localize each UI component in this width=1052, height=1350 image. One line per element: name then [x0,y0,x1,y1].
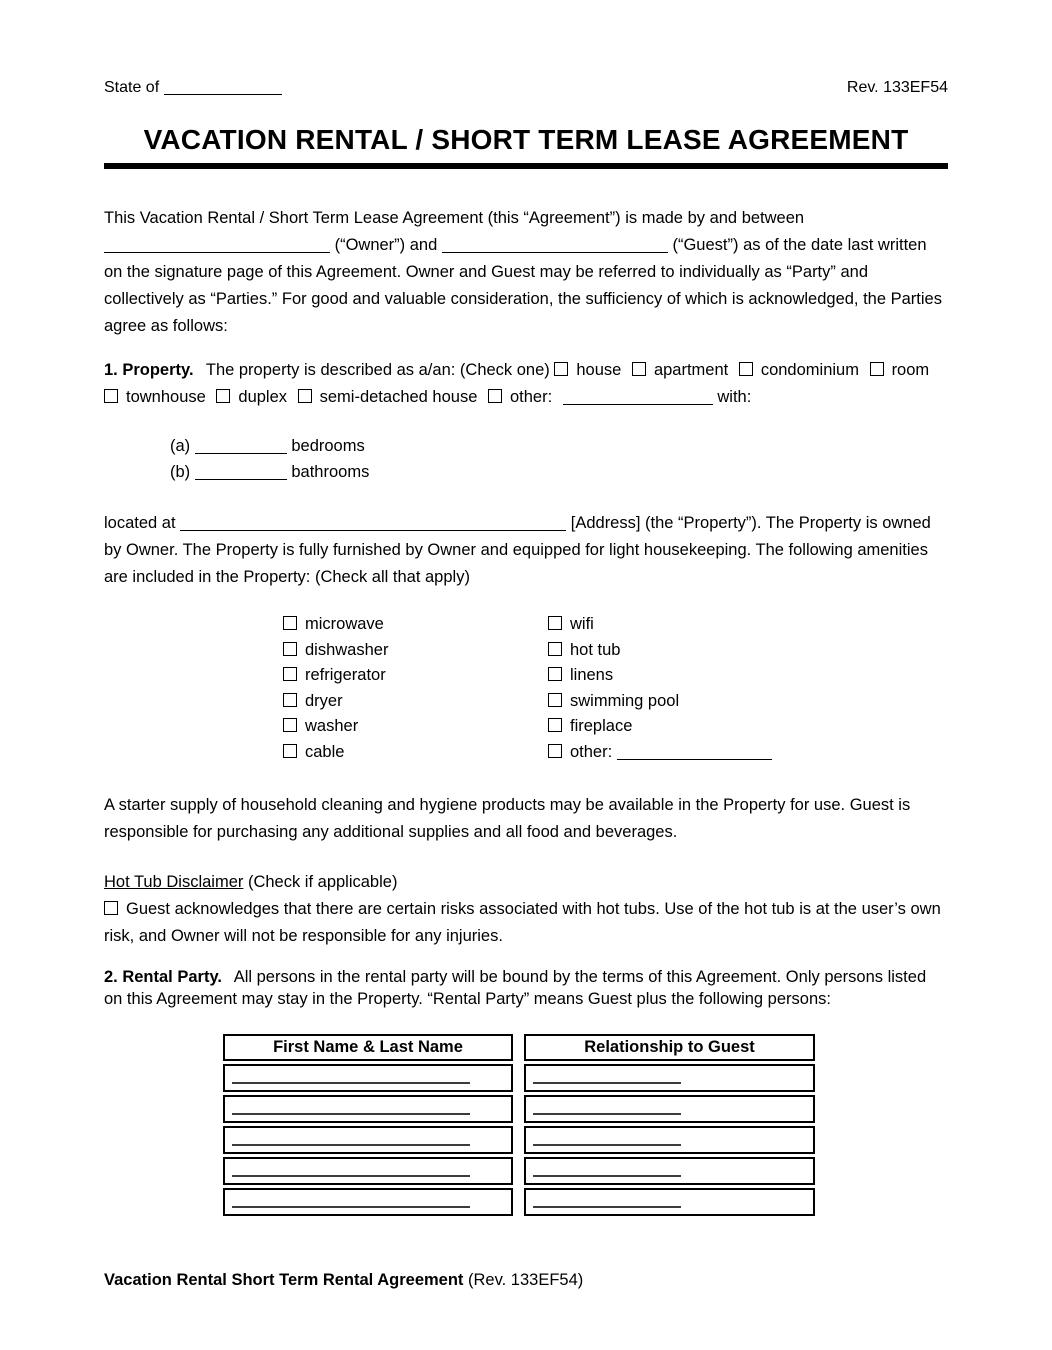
bedrooms-item-label: (a) [170,437,191,455]
name-cell[interactable] [223,1095,513,1123]
bedrooms-line [170,433,948,459]
name-cell[interactable] [223,1188,513,1216]
checkbox-fireplace[interactable] [548,718,562,732]
amenity-dishwasher-label: dishwasher [305,640,389,659]
table-row [223,1157,513,1185]
guest-name-field[interactable] [442,252,668,253]
relationship-cell[interactable] [524,1095,815,1123]
bathrooms-count-field[interactable] [195,479,287,480]
table-row [524,1095,815,1123]
relationship-blank-field[interactable] [533,1161,681,1177]
checkbox-dryer[interactable] [283,693,297,707]
table-row [223,1188,513,1216]
state-blank-field[interactable] [164,94,282,95]
name-cell[interactable] [223,1064,513,1092]
hot-tub-heading-line [104,869,948,896]
bathrooms-item-label: (b) [170,463,191,481]
relationship-table [521,1031,818,1219]
intro-text-1: This Vacation Rental / Short Term Lease Agreement (this “Agreement”) is made by and between [104,209,805,227]
hot-tub-heading-suffix: (Check if applicable) [243,873,398,891]
address-field[interactable] [180,530,566,531]
rental-party-tables [220,1031,948,1219]
amenity-row [283,740,548,766]
bedrooms-count-field[interactable] [195,453,287,454]
amenity-refrigerator-label: refrigerator [305,666,386,684]
table-row [223,1064,513,1092]
relationship-cell[interactable] [524,1064,815,1092]
intro-text-2: (“Owner”) and [334,236,438,254]
footer-line [104,1271,948,1290]
hot-tub-heading: Hot Tub Disclaimer [104,873,244,891]
table-row [524,1157,815,1185]
name-cell[interactable] [223,1157,513,1185]
option-apartment-label: apartment [653,361,729,379]
amenity-other-label: other: [570,742,613,761]
option-room-label: room [891,361,930,379]
footer-rev: (Rev. 133EF54) [463,1271,584,1289]
name-blank-field[interactable] [232,1130,470,1146]
other-amenity-field[interactable] [617,759,772,760]
amenity-swimming-pool-label: swimming pool [570,691,680,710]
intro-paragraph [104,205,948,340]
table-row [524,1126,815,1154]
name-blank-field[interactable] [232,1099,470,1115]
table-row [524,1064,815,1092]
name-blank-field[interactable] [232,1161,470,1177]
property-with-label: with: [717,388,752,406]
intro-text-3: (“Guest”) as of the date last written on the signature page of this Agreement. Owner and Guest may be referred to individually as “Party” and collectively as “Parties.” For good and valuable consideration, the sufficiency of which is acknowledged, the Parties agree as follows: [104,236,942,335]
table-row [223,1095,513,1123]
amenity-hot-tub-label: hot tub [570,640,621,659]
checkbox-house[interactable] [554,362,568,376]
section-1-property [104,357,948,411]
name-cell[interactable] [223,1126,513,1154]
checkbox-room[interactable] [870,362,884,376]
bed-bath-list [170,433,948,485]
relationship-blank-field[interactable] [533,1068,681,1084]
amenity-row [548,638,772,664]
option-duplex-label: duplex [238,388,288,406]
page-header [104,78,948,98]
relationship-blank-field[interactable] [533,1192,681,1208]
relationship-table-header: Relationship to Guest [524,1034,815,1061]
property-other-label: other: [509,388,553,406]
revision-label: Rev. 133EF54 [846,79,948,96]
table-row [524,1188,815,1216]
relationship-cell[interactable] [524,1157,815,1185]
footer-title: Vacation Rental Short Term Rental Agreement [104,1271,464,1289]
amenities-checklist [283,612,948,765]
checkbox-property-other[interactable] [488,389,502,403]
other-property-type-field[interactable] [563,404,713,405]
relationship-cell[interactable] [524,1126,815,1154]
checkbox-refrigerator[interactable] [283,667,297,681]
amenity-microwave-label: microwave [305,615,384,633]
amenity-row [283,714,548,740]
option-semi-detached-label: semi-detached house [319,388,478,406]
amenity-row [283,612,548,638]
amenity-row [283,638,548,664]
checkbox-dishwasher[interactable] [283,642,297,656]
supplies-paragraph: A starter supply of household cleaning and hygiene products may be available in the Property for use. Guest is responsible for purchasing any additional supplies and all food and beverages. [104,796,911,841]
amenity-wifi-label: wifi [570,615,594,633]
section-1-heading: 1. Property. [104,361,194,379]
checkbox-townhouse[interactable] [104,389,118,403]
amenity-cable-label: cable [305,742,345,761]
checkbox-condominium[interactable] [739,362,753,376]
checkbox-washer[interactable] [283,718,297,732]
checkbox-amenity-other[interactable] [548,744,562,758]
relationship-cell[interactable] [524,1188,815,1216]
section-2-heading: 2. Rental Party. [104,968,222,986]
name-blank-field[interactable] [232,1068,470,1084]
amenity-fireplace-label: fireplace [570,717,633,735]
state-label: State of [104,79,160,96]
amenity-row [283,663,548,689]
checkbox-hot-tub-disclaimer[interactable] [104,901,118,915]
hot-tub-statement-line [104,896,948,950]
amenity-dryer-label: dryer [305,691,343,710]
location-paragraph [104,510,948,591]
name-table [220,1031,516,1219]
page-title: VACATION RENTAL / SHORT TERM LEASE AGREEMENT [104,124,948,169]
checkbox-cable[interactable] [283,744,297,758]
amenity-row [548,740,772,766]
checkbox-semi-detached[interactable] [298,389,312,403]
checkbox-hot-tub[interactable] [548,642,562,656]
option-townhouse-label: townhouse [126,388,206,406]
section-1-lead: The property is described as a/an: (Check one) [205,361,550,379]
checkbox-apartment[interactable] [632,362,646,376]
option-condominium-label: condominium [760,361,859,379]
option-house-label: house [576,361,622,379]
amenity-row [548,714,772,740]
table-row [223,1126,513,1154]
amenities-column-2 [548,612,772,765]
amenity-row [283,689,548,715]
amenities-column-1 [283,612,548,765]
name-blank-field[interactable] [232,1192,470,1208]
name-table-header: First Name & Last Name [223,1034,513,1061]
amenity-washer-label: washer [305,717,359,735]
checkbox-wifi[interactable] [548,616,562,630]
section-2-text: All persons in the rental party will be bound by the terms of this Agreement. Only persons listed on this Agreement may stay in the Property. “Rental Party” means Guest plus the following persons: [104,968,927,1008]
amenity-row [548,663,772,689]
section-2-rental-party [104,966,948,1010]
relationship-blank-field[interactable] [533,1099,681,1115]
amenity-row [548,689,772,715]
amenity-row [548,612,772,638]
checkbox-swimming-pool[interactable] [548,693,562,707]
bathrooms-unit-label: bathrooms [291,463,370,481]
hot-tub-disclaimer [104,869,948,950]
checkbox-duplex[interactable] [216,389,230,403]
bedrooms-unit-label: bedrooms [291,437,365,455]
state-of-line [104,78,282,98]
bathrooms-line [170,459,948,485]
amenity-linens-label: linens [570,666,614,684]
checkbox-microwave[interactable] [283,616,297,630]
owner-name-field[interactable] [104,252,330,253]
location-text: [Address] (the “Property”). The Property is owned by Owner. The Property is fully furnished by Owner and equipped for light housekeeping. The following amenities are included in the Property: (Check all that apply) [104,514,931,586]
hot-tub-statement: Guest acknowledges that there are certain risks associated with hot tubs. Use of the hot tub is at the user’s own risk, and Owner will not be responsible for any injuries. [104,900,941,945]
checkbox-linens[interactable] [548,667,562,681]
relationship-blank-field[interactable] [533,1130,681,1146]
located-at-label: located at [104,514,176,532]
